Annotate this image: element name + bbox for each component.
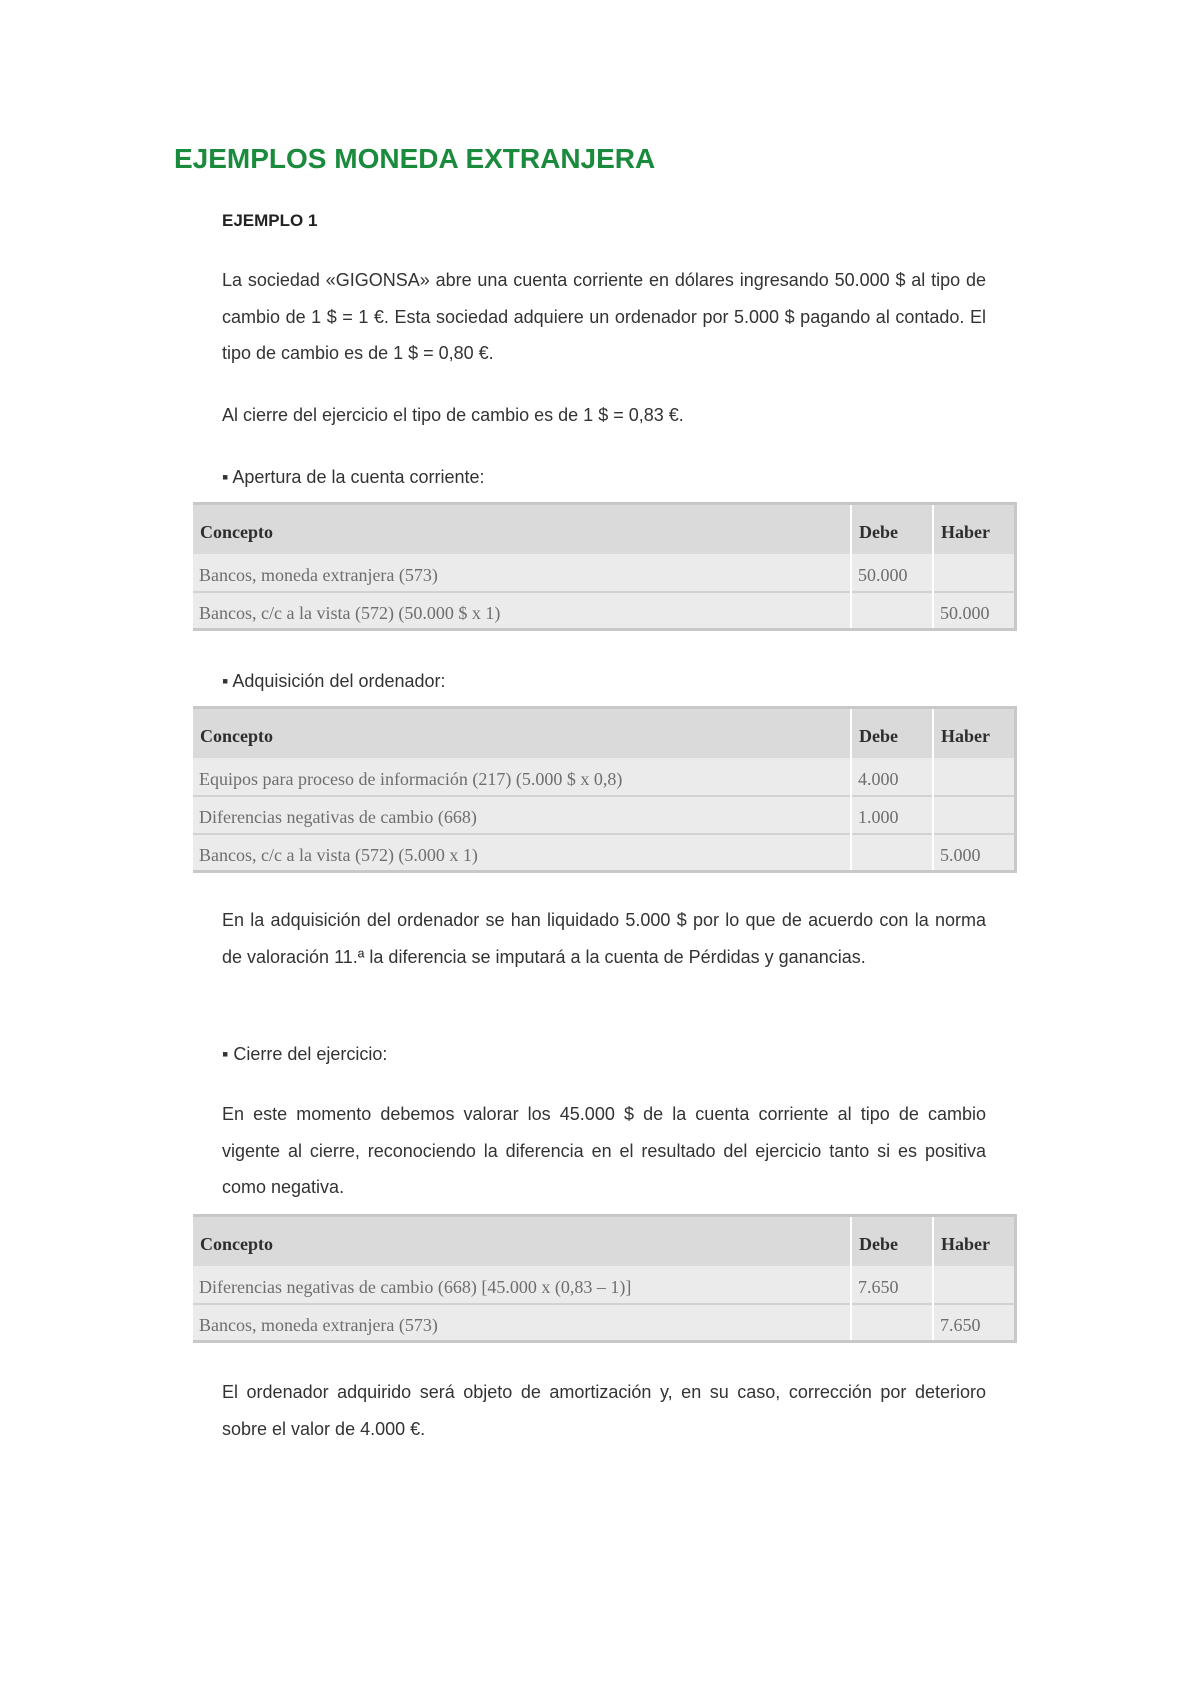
closing-rate-paragraph: Al cierre del ejercicio el tipo de cambio es de 1 $ = 0,83 €.	[222, 405, 684, 425]
cell-credit	[933, 758, 1015, 796]
table-row	[193, 1266, 1015, 1304]
example-heading: EJEMPLO 1	[222, 211, 318, 230]
table-row	[193, 592, 1015, 630]
header-debit: Debe	[851, 708, 933, 758]
cell-concept: Bancos, moneda extranjera (573)	[193, 1304, 851, 1342]
cell-credit	[933, 554, 1015, 592]
header-debit: Debe	[851, 504, 933, 554]
bullet-acquisition: ▪ Adquisición del ordenador:	[222, 671, 446, 691]
intro-paragraph: La sociedad «GIGONSA» abre una cuenta corriente en dólares ingresando 50.000 $ al tipo de cambio de 1 $ = 1 €. Esta sociedad adquiere un ordenador por 5.000 $ pagando al contado. El tipo de cambio es de 1 $ = 0,80 €.	[222, 270, 986, 363]
cell-debit: 1.000	[851, 796, 933, 834]
table-row	[193, 834, 1015, 872]
cell-credit	[933, 796, 1015, 834]
cell-concept: Diferencias negativas de cambio (668)	[193, 796, 851, 834]
table-row	[193, 1304, 1015, 1342]
cell-concept: Bancos, c/c a la vista (572) (50.000 $ x 1)	[193, 592, 851, 630]
header-credit: Haber	[933, 708, 1015, 758]
header-concept: Concepto	[193, 1216, 851, 1266]
final-note-paragraph: El ordenador adquirido será objeto de amortización y, en su caso, corrección por deterioro sobre el valor de 4.000 €.	[222, 1382, 986, 1439]
closing-note-paragraph: En este momento debemos valorar los 45.000 $ de la cuenta corriente al tipo de cambio vigente al cierre, reconociendo la diferencia en el resultado del ejercicio tanto si es positiva como negativa.	[222, 1104, 986, 1197]
table-header-row	[193, 1216, 1015, 1266]
bullet-opening-account: ▪ Apertura de la cuenta corriente:	[222, 467, 485, 487]
cell-concept: Diferencias negativas de cambio (668) [45.000 x (0,83 – 1)]	[193, 1266, 851, 1304]
table-row	[193, 554, 1015, 592]
cell-credit	[933, 1266, 1015, 1304]
cell-credit: 5.000	[933, 834, 1015, 872]
cell-concept: Bancos, c/c a la vista (572) (5.000 x 1)	[193, 834, 851, 872]
cell-debit	[851, 834, 933, 872]
cell-debit	[851, 1304, 933, 1342]
table-header-row	[193, 504, 1015, 554]
acquisition-note-paragraph: En la adquisición del ordenador se han liquidado 5.000 $ por lo que de acuerdo con la norma de valoración 11.ª la diferencia se imputará a la cuenta de Pérdidas y ganancias.	[222, 910, 986, 967]
cell-debit: 4.000	[851, 758, 933, 796]
table-row	[193, 796, 1015, 834]
header-concept: Concepto	[193, 708, 851, 758]
table-header-row	[193, 708, 1015, 758]
cell-debit	[851, 592, 933, 630]
header-credit: Haber	[933, 504, 1015, 554]
header-debit: Debe	[851, 1216, 933, 1266]
document-title: EJEMPLOS MONEDA EXTRANJERA	[174, 143, 656, 174]
journal-table-acquisition	[193, 706, 1017, 873]
bullet-closing: ▪ Cierre del ejercicio:	[222, 1044, 388, 1064]
cell-debit: 50.000	[851, 554, 933, 592]
table-row	[193, 758, 1015, 796]
cell-credit: 7.650	[933, 1304, 1015, 1342]
cell-concept: Equipos para proceso de información (217) (5.000 $ x 0,8)	[193, 758, 851, 796]
cell-debit: 7.650	[851, 1266, 933, 1304]
journal-table-opening	[193, 502, 1017, 631]
header-concept: Concepto	[193, 504, 851, 554]
journal-table-closing	[193, 1214, 1017, 1343]
cell-concept: Bancos, moneda extranjera (573)	[193, 554, 851, 592]
cell-credit: 50.000	[933, 592, 1015, 630]
header-credit: Haber	[933, 1216, 1015, 1266]
